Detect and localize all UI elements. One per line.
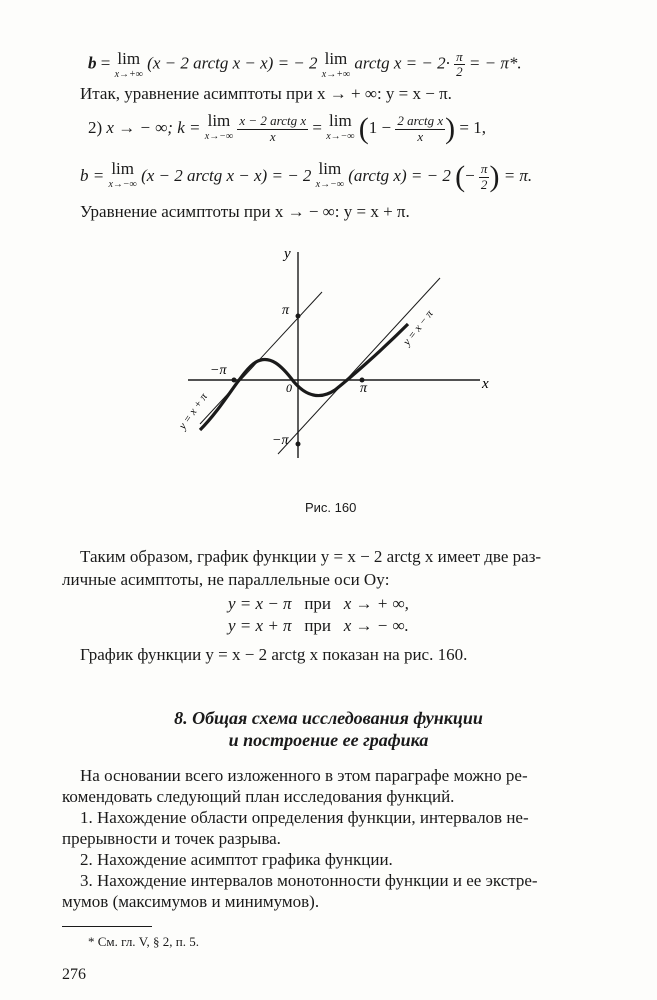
neg-pi-bottom-label: −π (272, 433, 289, 448)
limit-2: lim x→+∞ (321, 49, 351, 80)
b-equals: b = (80, 165, 105, 185)
graph-shown-line: График функции y = x − 2 arctg x показан на рис. 160. (80, 645, 468, 664)
k-equals: k = (177, 117, 201, 137)
paren-close: ) (445, 112, 456, 145)
line-lower-label: y = x + π (176, 391, 211, 432)
paren-open: ( (358, 112, 369, 145)
formula-b-plus-infinity (88, 50, 522, 80)
result: = − π*. (468, 53, 522, 73)
footnote-rule (62, 926, 152, 927)
plan-intro-1: На основании всего изложенного в этом параграфе можно ре- (80, 766, 528, 785)
one-minus: 1 − (368, 117, 392, 137)
formula-case-2 (88, 112, 486, 146)
point-pi-top (296, 314, 301, 319)
section-heading-line-2: и построение ее графика (228, 730, 429, 750)
page-number: 276 (62, 966, 86, 983)
fraction-pi-over-2: $\frac{\pi}{2}$ (456, 49, 463, 80)
figure-160 (170, 240, 510, 460)
fraction-pi-over-2-b: $\frac{\pi}{2}$ (480, 161, 488, 192)
pi-right-label: π (360, 381, 368, 396)
formula-b-minus-infinity (80, 160, 532, 194)
limit-k: lim x→−∞ (204, 111, 234, 142)
fraction-arctg: $\frac{\text{2 arctg x}}{x}$ (397, 113, 444, 144)
x-axis-label: x (482, 376, 489, 392)
origin-label: 0 (286, 381, 292, 395)
paren-open-b: ( (455, 160, 466, 193)
y-axis-label: y (284, 246, 291, 262)
expression-1: (x − 2 arctg x − x) = − 2 (147, 53, 318, 73)
neg-pi-left-label: −π (210, 363, 227, 378)
paragraph-line-1: Таким образом, график функции y = x − 2 arctg x имеет две раз- (80, 547, 542, 566)
asymptote-line-plus-pi (200, 292, 322, 424)
b-symbol: b (88, 53, 97, 73)
k-result: = 1, (459, 117, 486, 137)
asymptote-minus-line: Уравнение асимптоты при x → − ∞: y = x + π. (80, 202, 410, 221)
paragraph-line-2: личные асимптоты, не параллельные оси Oy: (62, 570, 390, 589)
point-neg-pi-bottom (296, 442, 301, 447)
section-heading-line-1: 8. Общая схема исследования функции (174, 708, 483, 728)
expression-b-2: (arctg x) = − 2 (348, 165, 451, 185)
fraction-k: $\frac{\text{x − 2 arctg x}}{x}$ (239, 113, 307, 144)
asymptote-list-2: y = x + π при x → − ∞. (228, 616, 409, 635)
expression-b-1: (x − 2 arctg x − x) = − 2 (141, 165, 312, 185)
limit-b-1: lim x→−∞ (108, 159, 137, 190)
case-label: 2) (88, 117, 103, 137)
b-result: = π. (503, 165, 533, 185)
plan-item-2: 2. Нахождение асимптот графика функции. (80, 850, 393, 869)
limit-b-2: lim x→−∞ (315, 159, 344, 190)
plan-item-1a: 1. Нахождение области определения функции, интервалов не- (80, 808, 529, 827)
case-condition: x → − ∞; (106, 117, 173, 137)
plan-intro-2: комендовать следующий план исследования функций. (62, 787, 455, 806)
minus-sign: − (465, 165, 475, 185)
equals-2: = (312, 117, 322, 137)
figure-caption: Рис. 160 (305, 500, 357, 515)
asymptote-list-1: y = x − π при x → + ∞, (228, 594, 409, 613)
plan-item-1b: прерывности и точек разрыва. (62, 829, 281, 848)
plan-item-3b: мумов (максимумов и минимумов). (62, 892, 320, 911)
pi-top-label: π (282, 303, 290, 318)
limit-k-2: lim x→−∞ (326, 111, 355, 142)
plan-item-3a: 3. Нахождение интервалов монотонности функции и ее экстре- (80, 871, 538, 890)
expression-2: arctg x = − 2· (354, 53, 450, 73)
paren-close-b: ) (489, 160, 500, 193)
equals: = (96, 53, 115, 73)
asymptote-line-minus-pi (278, 278, 440, 454)
line-upper-label: y = x − π (400, 308, 436, 348)
asymptote-plus-line: Итак, уравнение асимптоты при x → + ∞: y = x − π. (80, 84, 452, 103)
function-curve (200, 324, 408, 430)
limit-1: lim x→+∞ (114, 49, 143, 80)
point-neg-pi-left (232, 378, 237, 383)
footnote: * См. гл. V, § 2, п. 5. (88, 934, 199, 949)
